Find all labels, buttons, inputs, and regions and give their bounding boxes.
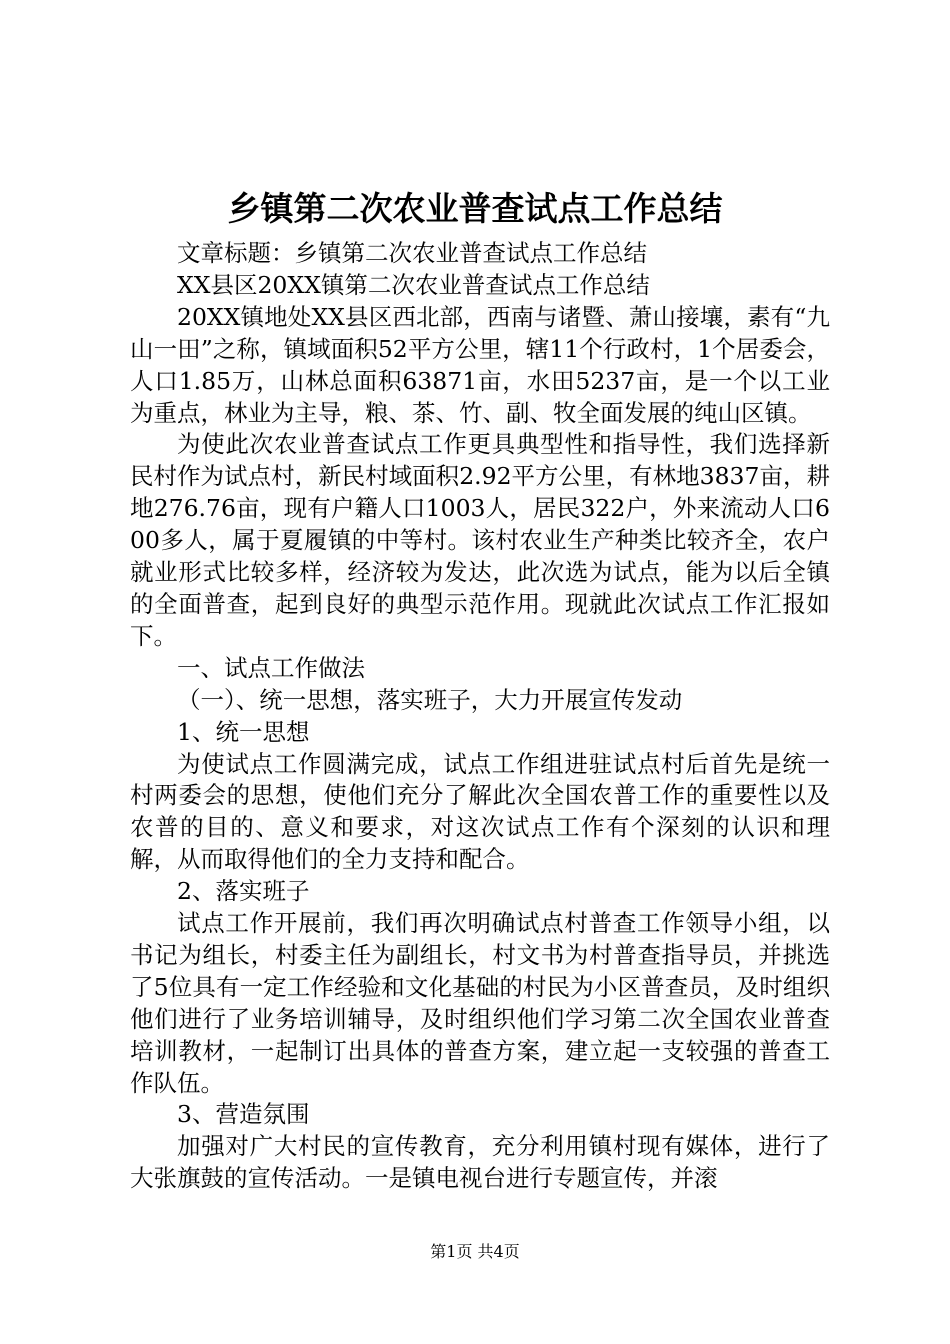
page-footer: 第1页 共4页 xyxy=(430,1242,520,1261)
section-heading-1: 一、试点工作做法 xyxy=(177,653,365,682)
paragraph-pilot-village: 为使此次农业普查试点工作更具典型性和指导性，我们选择新民村作为试点村，新民村域面积2.92平方公里，有林地3837亩，耕地276.76亩，现有户籍人口1003人，居民322户，外来流动人口600多人，属于夏履镇的中等村。该村农业生产种类比较齐全，农户就业形式比较多样，经济较为发达，此次选为试点，能为以后全镇的全面普查，起到良好的典型示范作用。现就此次试点工作汇报如下。 xyxy=(130,430,830,650)
item-heading-3: 3、营造氛围 xyxy=(177,1100,310,1129)
subtitle-line: XX县区20XX镇第二次农业普查试点工作总结 xyxy=(177,270,650,299)
paragraph-unify-thinking: 为使试点工作圆满完成，试点工作组进驻试点村后首先是统一村两委会的思想，使他们充分了解此次全国农普工作的重要性以及农普的目的、意义和要求，对这次试点工作有个深刻的认识和理解，从而取得他们的全力支持和配合。 xyxy=(130,749,830,874)
paragraph-publicity: 加强对广大村民的宣传教育，充分利用镇村现有媒体，进行了大张旗鼓的宣传活动。一是镇电视台进行专题宣传，并滚 xyxy=(130,1132,830,1193)
subsection-heading-1: （一）、统一思想，落实班子，大力开展宣传发动 xyxy=(177,685,683,714)
paragraph-town-overview: 20XX镇地处XX县区西北部，西南与诸暨、萧山接壤，素有“九山一田”之称，镇域面积52平方公里，辖11个行政村，1个居委会，人口1.85万，山林总面积63871亩，水田5237亩，是一个以工业为重点，林业为主导，粮、茶、竹、副、牧全面发展的纯山区镇。 xyxy=(130,302,830,427)
article-title-line: 文章标题：乡镇第二次农业普查试点工作总结 xyxy=(177,239,647,267)
document-title: 乡镇第二次农业普查试点工作总结 xyxy=(227,189,723,228)
document-body xyxy=(130,238,830,1195)
paragraph-team-setup: 试点工作开展前，我们再次明确试点村普查工作领导小组，以书记为组长，村委主任为副组长，村文书为村普查指导员，并挑选了5位具有一定工作经验和文化基础的村民为小区普查员，及时组织他们进行了业务培训辅导，及时组织他们学习第二次全国农业普查培训教材，一起制订出具体的普查方案，建立起一支较强的普查工作队伍。 xyxy=(130,909,830,1097)
item-heading-1: 1、统一思想 xyxy=(177,717,310,746)
item-heading-2: 2、落实班子 xyxy=(177,877,310,906)
